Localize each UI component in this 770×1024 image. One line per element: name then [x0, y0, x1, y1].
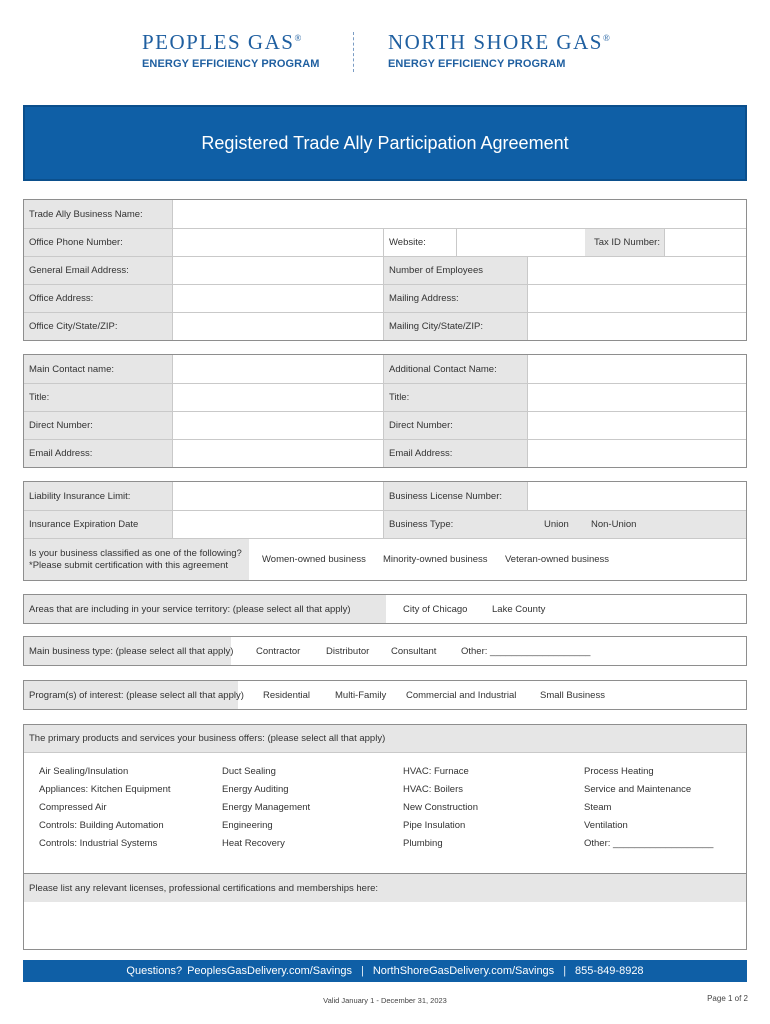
form-row	[24, 228, 746, 256]
product-option[interactable]: Steam	[584, 802, 612, 813]
product-option[interactable]: Other: ___________________	[584, 838, 714, 849]
main-title-label: Title:	[24, 384, 172, 411]
mailing-city-field[interactable]	[527, 313, 746, 340]
business-name-field[interactable]	[172, 200, 746, 228]
small-business-option[interactable]: Small Business	[540, 689, 605, 701]
form-row	[24, 200, 746, 228]
license-field[interactable]	[527, 482, 746, 510]
contacts-section	[23, 354, 747, 468]
additional-direct-field[interactable]	[527, 412, 746, 439]
other-business-type-option[interactable]: Other: ___________________	[461, 645, 591, 657]
territory-label: Areas that are including in your service territory: (please select all that apply)	[24, 595, 386, 623]
office-phone-field[interactable]	[172, 229, 383, 256]
additional-contact-field[interactable]	[527, 355, 746, 383]
main-business-type-section	[23, 636, 747, 666]
north-shore-gas-logo	[388, 30, 611, 70]
num-employees-field[interactable]	[527, 257, 746, 284]
registered-mark: ®	[602, 33, 612, 43]
phone-number: 855-849-8928	[575, 965, 644, 977]
questions-label: Questions?	[126, 965, 183, 977]
form-row	[24, 439, 746, 467]
product-option[interactable]: New Construction	[403, 802, 478, 813]
office-address-field[interactable]	[172, 285, 383, 312]
main-direct-field[interactable]	[172, 412, 383, 439]
office-address-label: Office Address:	[24, 285, 172, 312]
north-shore-gas-logo-name: NORTH SHORE GAS	[388, 30, 603, 54]
form-row	[24, 312, 746, 340]
footer-separator: |	[563, 965, 567, 977]
product-option[interactable]: HVAC: Boilers	[403, 784, 464, 795]
footer-bar	[23, 960, 747, 982]
tax-id-label: Tax ID Number:	[585, 229, 664, 256]
additional-direct-label: Direct Number:	[383, 412, 527, 439]
peoples-gas-logo	[142, 30, 320, 70]
additional-contact-label: Additional Contact Name:	[383, 355, 527, 383]
products-grid	[24, 753, 746, 875]
peoples-gas-logo-name: PEOPLES GAS	[142, 30, 295, 54]
mailing-address-field[interactable]	[527, 285, 746, 312]
product-option[interactable]: Controls: Building Automation	[39, 820, 164, 831]
form-row	[24, 383, 746, 411]
products-label: The primary products and services your business offers: (please select all that apply)	[24, 725, 746, 753]
non-union-option[interactable]: Non-Union	[591, 519, 637, 530]
business-name-label: Trade Ally Business Name:	[24, 200, 172, 228]
commercial-industrial-option[interactable]: Commercial and Industrial	[406, 689, 517, 701]
insurance-section	[23, 481, 747, 581]
classified-label	[24, 539, 249, 580]
main-contact-field[interactable]	[172, 355, 383, 383]
lake-county-option[interactable]: Lake County	[492, 603, 546, 615]
footer-separator: |	[360, 965, 364, 977]
liability-label: Liability Insurance Limit:	[24, 482, 172, 510]
women-owned-option[interactable]: Women-owned business	[262, 554, 366, 565]
product-option[interactable]: Controls: Industrial Systems	[39, 838, 158, 849]
license-label: Business License Number:	[383, 482, 527, 510]
website-label: Website:	[383, 229, 456, 256]
page-title: Registered Trade Ally Participation Agreement	[201, 132, 569, 153]
form-row	[24, 595, 746, 623]
main-title-field[interactable]	[172, 384, 383, 411]
liability-field[interactable]	[172, 482, 383, 510]
licenses-section	[23, 873, 747, 950]
minority-owned-option[interactable]: Minority-owned business	[383, 554, 488, 565]
product-option[interactable]: Heat Recovery	[222, 838, 285, 849]
valid-dates: Valid January 1 - December 31, 2023	[323, 996, 447, 1005]
general-email-field[interactable]	[172, 257, 383, 284]
product-option[interactable]: Energy Auditing	[222, 784, 289, 795]
product-option[interactable]: Appliances: Kitchen Equipment	[39, 784, 171, 795]
product-option[interactable]: Engineering	[222, 820, 273, 831]
form-row	[24, 482, 746, 510]
form-row	[24, 284, 746, 312]
contractor-option[interactable]: Contractor	[256, 645, 301, 657]
city-of-chicago-option[interactable]: City of Chicago	[403, 603, 468, 615]
main-email-field[interactable]	[172, 440, 383, 467]
office-city-label: Office City/State/ZIP:	[24, 313, 172, 340]
main-business-type-label: Main business type: (please select all that apply)	[24, 637, 231, 665]
expiration-label: Insurance Expiration Date	[24, 511, 172, 538]
form-row	[24, 510, 746, 538]
union-option[interactable]: Union	[544, 519, 569, 530]
additional-email-field[interactable]	[527, 440, 746, 467]
form-row	[24, 538, 746, 580]
main-contact-label: Main Contact name:	[24, 355, 172, 383]
classified-question: Is your business classified as one of the following?	[29, 547, 242, 559]
consultant-option[interactable]: Consultant	[391, 645, 437, 657]
registered-mark: ®	[294, 33, 303, 43]
form-row	[24, 681, 746, 709]
peoples-gas-link[interactable]: PeoplesGasDelivery.com/Savings	[187, 965, 352, 977]
residential-option[interactable]: Residential	[263, 689, 310, 701]
product-option[interactable]: Duct Sealing	[222, 766, 276, 777]
form-row	[24, 256, 746, 284]
form-row	[24, 355, 746, 383]
title-banner	[23, 105, 747, 181]
additional-email-label: Email Address:	[383, 440, 527, 467]
form-row	[24, 411, 746, 439]
product-option[interactable]: Process Heating	[584, 766, 654, 777]
tax-id-field[interactable]	[664, 229, 746, 256]
logo-divider	[353, 32, 354, 72]
general-email-label: General Email Address:	[24, 257, 172, 284]
products-section	[23, 724, 747, 876]
product-option[interactable]: Plumbing	[403, 838, 443, 849]
veteran-owned-option[interactable]: Veteran-owned business	[505, 554, 610, 565]
mailing-city-label: Mailing City/State/ZIP:	[383, 313, 527, 340]
product-option[interactable]: Air Sealing/Insulation	[39, 766, 129, 777]
expiration-field[interactable]	[172, 511, 383, 538]
product-option[interactable]: Compressed Air	[39, 802, 107, 813]
office-city-field[interactable]	[172, 313, 383, 340]
main-direct-label: Direct Number:	[24, 412, 172, 439]
num-employees-label: Number of Employees	[383, 257, 527, 284]
peoples-gas-logo-sub: ENERGY EFFICIENCY PROGRAM	[142, 58, 320, 70]
product-option[interactable]: Ventilation	[584, 820, 628, 831]
additional-title-label: Title:	[383, 384, 527, 411]
north-shore-link[interactable]: NorthShoreGasDelivery.com/Savings	[372, 965, 555, 977]
product-option[interactable]: HVAC: Furnace	[403, 766, 469, 777]
programs-section	[23, 680, 747, 710]
product-option[interactable]: Service and Maintenance	[584, 784, 692, 795]
multi-family-option[interactable]: Multi-Family	[335, 689, 387, 701]
north-shore-gas-logo-sub: ENERGY EFFICIENCY PROGRAM	[388, 58, 566, 70]
form-row	[24, 637, 746, 665]
page-number: Page 1 of 2	[707, 994, 748, 1003]
licenses-label: Please list any relevant licenses, professional certifications and memberships here:	[24, 874, 746, 902]
territory-section	[23, 594, 747, 624]
distributor-option[interactable]: Distributor	[326, 645, 370, 657]
website-field[interactable]	[456, 229, 585, 256]
programs-label: Program(s) of interest: (please select all that apply)	[24, 681, 238, 709]
classified-note: *Please submit certification with this agreement	[29, 559, 229, 571]
business-info-section	[23, 199, 747, 341]
main-email-label: Email Address:	[24, 440, 172, 467]
office-phone-label: Office Phone Number:	[24, 229, 172, 256]
additional-title-field[interactable]	[527, 384, 746, 411]
mailing-address-label: Mailing Address:	[383, 285, 527, 312]
product-option[interactable]: Pipe Insulation	[403, 820, 466, 831]
product-option[interactable]: Energy Management	[222, 802, 311, 813]
business-type-label: Business Type:	[389, 519, 454, 530]
licenses-field[interactable]	[24, 902, 746, 949]
